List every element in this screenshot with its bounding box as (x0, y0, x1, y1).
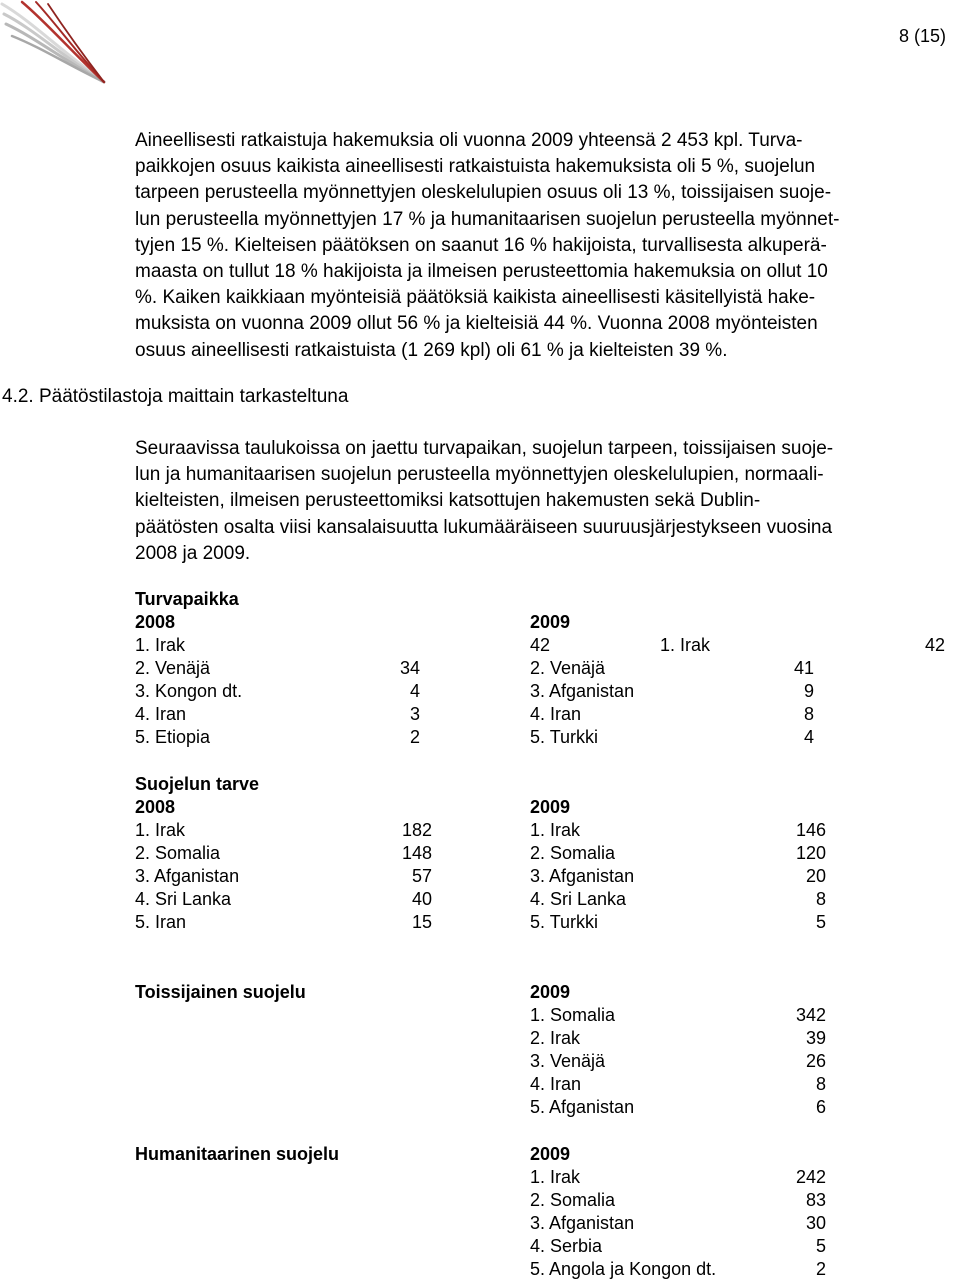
row-label: 1. Irak (135, 635, 186, 655)
row-label: 2. Irak (530, 1028, 581, 1048)
text-line: kielteisten, ilmeisen perusteettomiksi katsottujen hakemusten sekä Dublin- (135, 490, 761, 512)
row-label: 4. Sri Lanka (135, 889, 232, 909)
row-label: 3. Kongon dt. (135, 681, 243, 701)
text-line: osuus aineellisesti ratkaistuista (1 269 kpl) oli 61 % ja kielteisten 39 %. (135, 339, 728, 361)
text-line: lun ja humanitaarisen suojelun perusteella myönnettyjen oleskelulupien, normaali- (135, 464, 824, 486)
row-value: 30 (805, 1213, 826, 1233)
text-line: paikkojen osuus kaikista aineellisesti ratkaistuista hakemuksista oli 5 %, suojelun (135, 156, 816, 178)
row-label: 2. Somalia (135, 843, 221, 863)
row-value: 8 (815, 1074, 826, 1094)
row-label: 3. Afganistan (530, 866, 635, 886)
text-line: Aineellisesti ratkaistuja hakemuksia oli vuonna 2009 yhteensä 2 453 kpl. Turva- (135, 130, 803, 151)
row-label: 5. Turkki (530, 727, 599, 747)
row-value: 146 (795, 820, 826, 840)
year-header: 2009 (530, 612, 571, 632)
row-label: 1. Somalia (530, 1005, 616, 1025)
table-title: Toissijainen suojelu (135, 982, 306, 1002)
row-value: 83 (805, 1190, 826, 1210)
page-number: 8 (15) (898, 26, 946, 46)
row-value: 20 (805, 866, 826, 886)
section-heading: 4.2. Päätöstilastoja maittain tarkasteltuna (2, 386, 349, 407)
row-label: 1. Irak (530, 1167, 581, 1187)
row-value: 242 (795, 1167, 826, 1187)
row-label: 5. Afganistan (530, 1097, 635, 1117)
year-header: 2009 (530, 982, 571, 1002)
row-value: 6 (815, 1097, 826, 1117)
row-label: 5. Angola ja Kongon dt. (530, 1259, 717, 1279)
row-label: 5. Turkki (530, 912, 599, 932)
text-line: Seuraavissa taulukoissa on jaettu turvapaikan, suojelun tarpeen, toissijaisen suoje- (135, 438, 834, 459)
row-label: 3. Afganistan (530, 1213, 635, 1233)
row-label: 3. Venäjä (530, 1051, 606, 1071)
row-value: 120 (795, 843, 826, 863)
text-line: tarpeen perusteella myönnettyjen oleskelulupien osuus oli 13 %, toissijaisen suoje- (135, 182, 832, 204)
row-value: 342 (795, 1005, 826, 1025)
table-title: Suojelun tarve (135, 774, 260, 794)
row-value: 5 (815, 912, 826, 932)
row-label: 4. Iran (135, 704, 187, 724)
text-line: 2008 ja 2009. (135, 542, 251, 564)
row-value: 39 (805, 1028, 826, 1048)
row-label: 4. Iran (530, 1074, 582, 1094)
row-label: 2. Venäjä (530, 658, 606, 678)
row-value: 3 (409, 704, 420, 724)
row-label: 1. Irak (530, 820, 581, 840)
intro-paragraph (135, 128, 839, 364)
row-label: 5. Etiopia (135, 727, 211, 747)
row-value: 34 (399, 658, 420, 678)
row-label: 4. Sri Lanka (530, 889, 627, 909)
text-line: lun perusteella myönnettyjen 17 % ja humanitaarisen suojelun perusteella myönnet- (135, 208, 840, 230)
organization-logo (0, 0, 130, 90)
row-label: 5. Iran (135, 912, 187, 932)
row-value: 4 (409, 681, 420, 701)
row-value: 15 (411, 912, 432, 932)
table-title: Turvapaikka (135, 589, 239, 609)
row-value: 8 (803, 704, 814, 724)
year-header: 2008 (135, 612, 176, 632)
row-label: 2. Somalia (530, 1190, 616, 1210)
year-header: 2009 (530, 797, 571, 817)
row-value: 41 (793, 658, 814, 678)
row-label: 1. Irak (135, 820, 186, 840)
row-value: 57 (411, 866, 432, 886)
row-label: 4. Iran (530, 704, 582, 724)
tables-intro-paragraph (135, 436, 833, 567)
text-line: %. Kaiken kaikkiaan myönteisiä päätöksiä kaikista aineellisesti käsitellyistä hake- (135, 287, 816, 309)
row-value: 40 (411, 889, 432, 909)
row-label: 2. Somalia (530, 843, 616, 863)
text-line: päätösten osalta viisi kansalaisuutta lukumääräiseen suuruusjärjestykseen vuosina (135, 516, 833, 538)
row-label: 1. Irak (660, 635, 711, 655)
table-title: Humanitaarinen suojelu (135, 1144, 340, 1164)
row-value: 5 (815, 1236, 826, 1256)
row-value: 2 (409, 727, 420, 747)
text-line: maasta on tullut 18 % hakijoista ja ilmeisen perusteettomia hakemuksia on ollut 10 (135, 261, 828, 283)
row-value: 9 (803, 681, 814, 701)
year-header: 2008 (135, 797, 176, 817)
row-label: 4. Serbia (530, 1236, 603, 1256)
row-label: 3. Afganistan (135, 866, 240, 886)
year-header: 2009 (530, 1144, 571, 1164)
row-value: 26 (805, 1051, 826, 1071)
row-value: 42 (924, 635, 945, 655)
row-label: 2. Venäjä (135, 658, 211, 678)
row-value: 8 (815, 889, 826, 909)
row-value: 148 (401, 843, 432, 863)
row-value: 2 (815, 1259, 826, 1279)
row-value: 42 (530, 635, 551, 655)
row-label: 3. Afganistan (530, 681, 635, 701)
text-line: muksista on vuonna 2009 ollut 56 % ja kielteisiä 44 %. Vuonna 2008 myönteisten (135, 313, 818, 335)
text-line: tyjen 15 %. Kielteisen päätöksen on saanut 16 % hakijoista, turvallisesta alkuperä- (135, 234, 827, 256)
row-value: 182 (401, 820, 432, 840)
row-value: 4 (803, 727, 814, 747)
